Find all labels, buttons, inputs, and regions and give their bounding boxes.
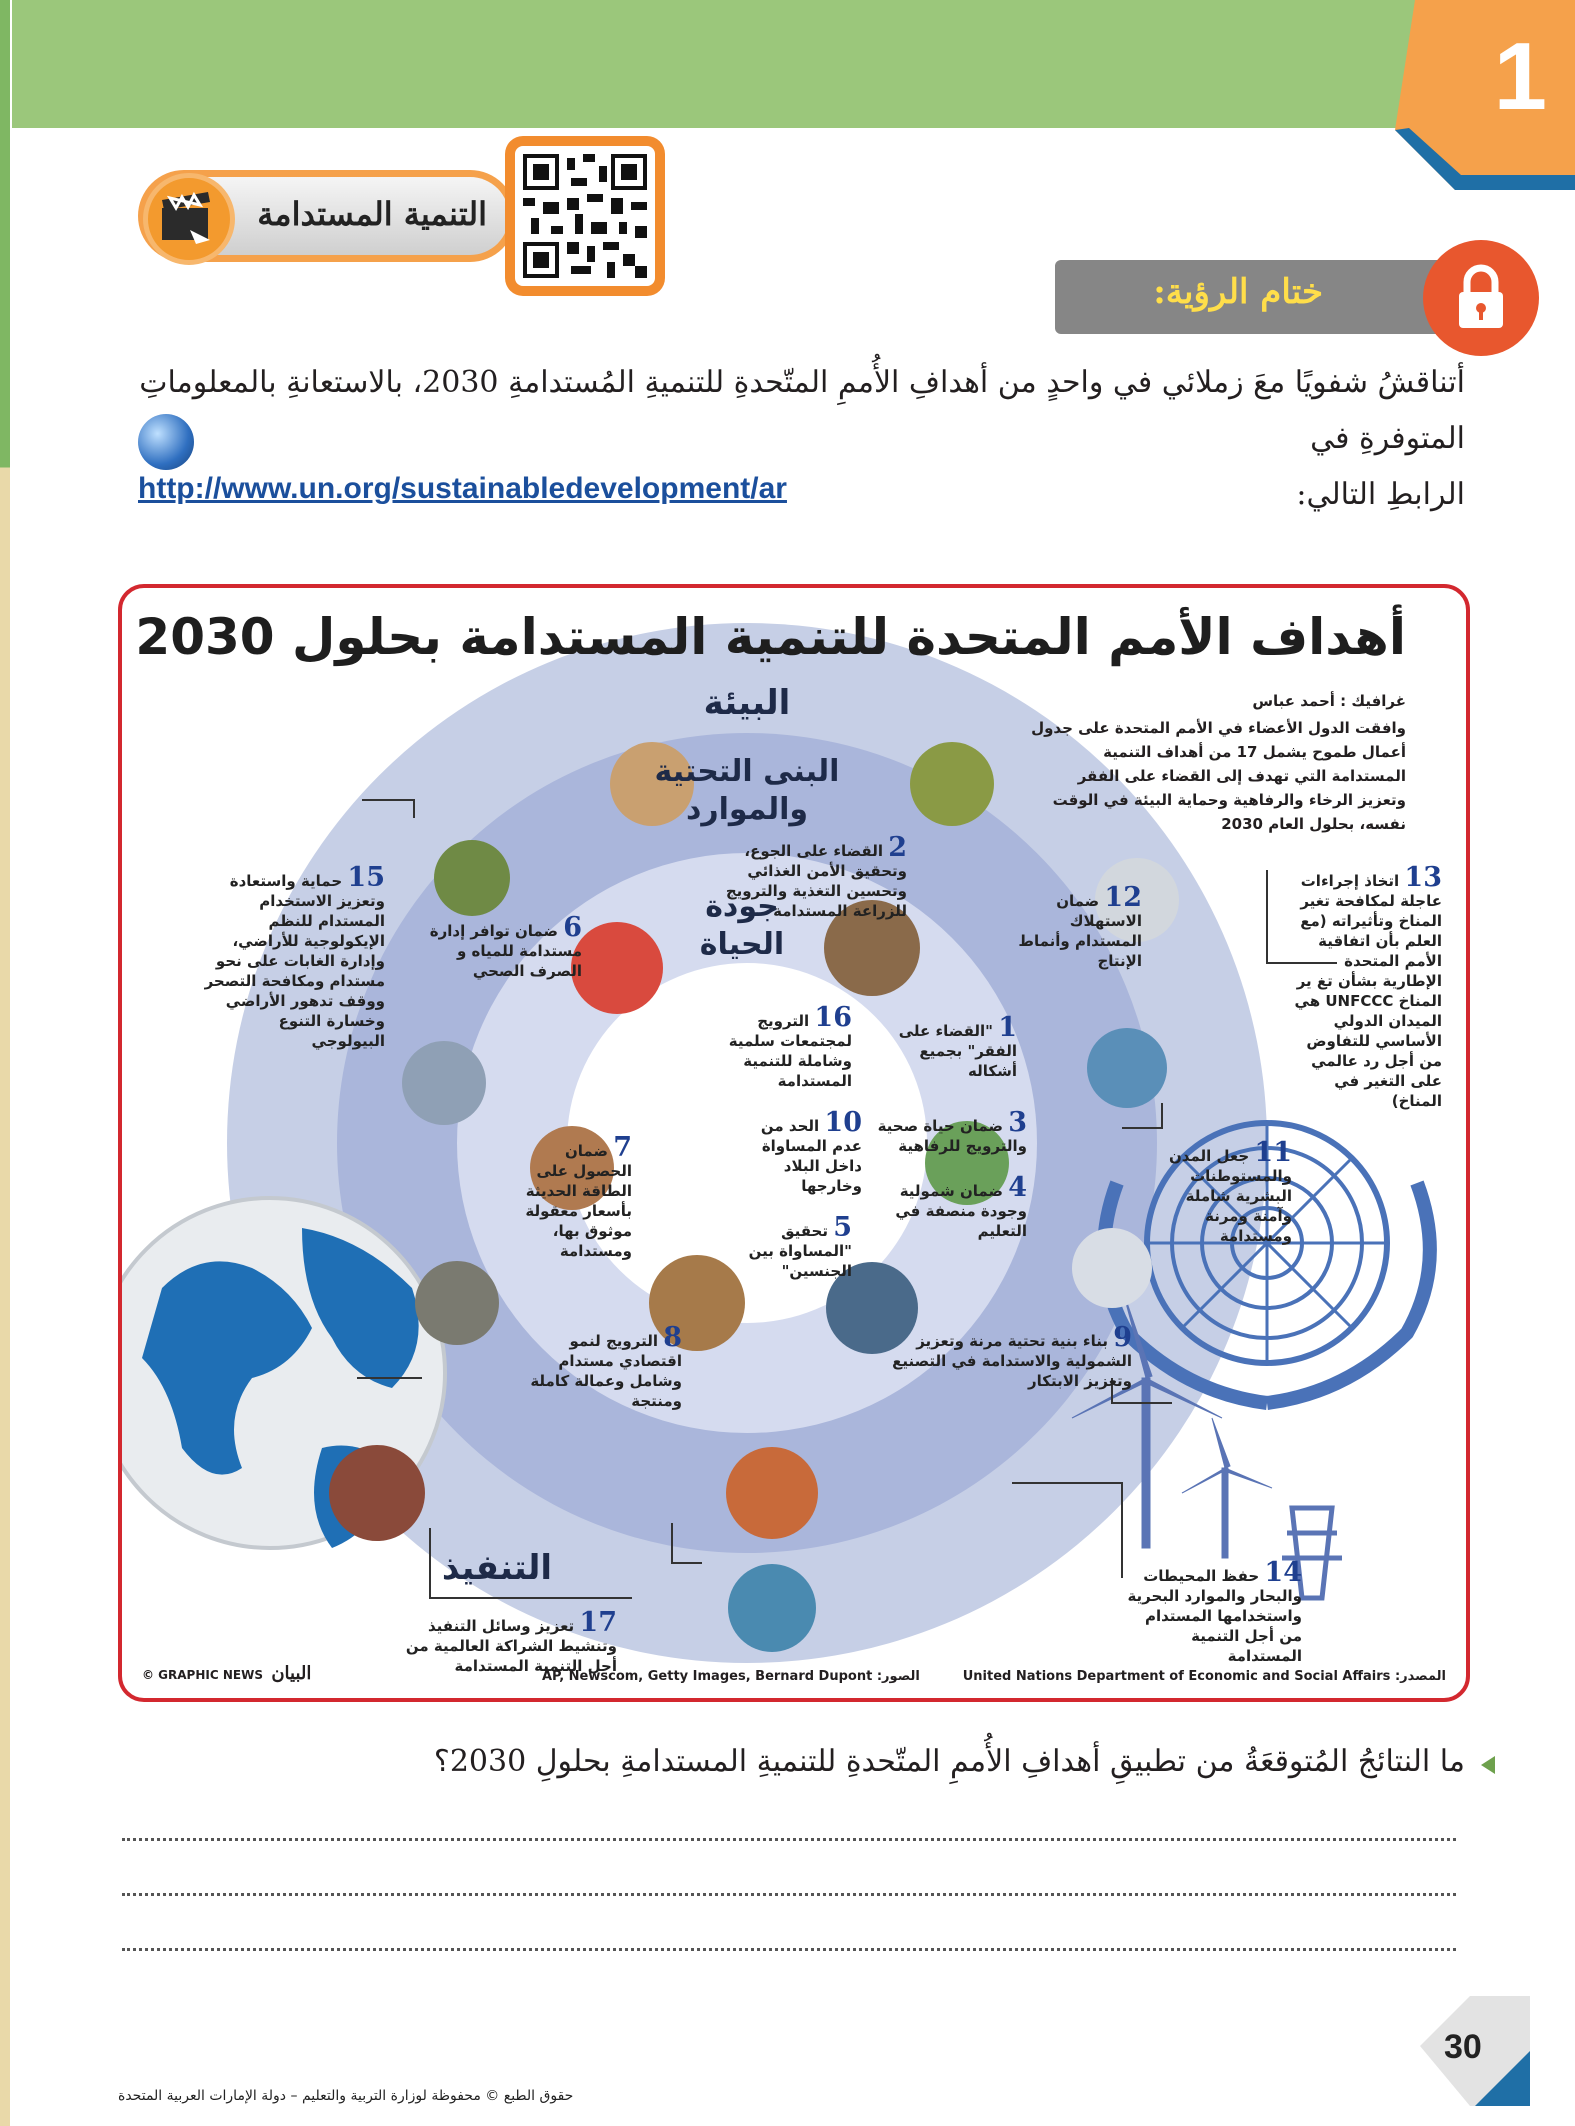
answer-line-1[interactable] xyxy=(122,1838,1456,1841)
goal-15 xyxy=(200,862,385,1051)
goal-text: تحقيق "المساواة بين الجنسين" xyxy=(748,1222,852,1280)
goal-4 xyxy=(892,1172,1027,1241)
photos-label: الصور: xyxy=(876,1669,920,1684)
goal-text: ضمان حياة صحية والترويج للرفاهية xyxy=(877,1117,1027,1155)
vision-label: ختام الرؤية: xyxy=(1153,272,1323,312)
goal-13 xyxy=(1282,862,1442,1111)
goal-text: حماية واستعادة وتعزيز الاستخدام المستدام للنظم الإيكولوجية للأراضي، وإدارة الغابات على نحو مستدام ومكافحة التصحر ووقف تدهور الأراضي وخسارة التنوع البيولوجي xyxy=(204,872,385,1050)
goal-number: 2 xyxy=(888,832,907,863)
goal-number: 15 xyxy=(347,862,385,893)
activity-text-line1: أتناقشُ شفويًا معَ زملائي في واحدٍ من أهدافِ الأُممِ المتّحدةِ للتنميةِ المُستدامةِ 2030، بالاستعانةِ بالمعلوماتِ المتوفرةِ في xyxy=(139,365,1465,456)
goal-text: ضمان توافر إدارة مستدامة للمياه و الصرف الصحي xyxy=(429,922,582,980)
goal-number: 9 xyxy=(1113,1322,1132,1353)
graphic-credit: غرافيك : أحمد عباس xyxy=(1252,692,1406,710)
goal-11 xyxy=(1162,1137,1292,1246)
goal-text: ضمان شمولية وجودة منصفة في التعليم xyxy=(895,1182,1027,1240)
goal-text: "القضاء على الفقر" بجميع أشكاله xyxy=(898,1022,1017,1080)
goal-2 xyxy=(702,832,907,921)
activity-text-line2: الرابطِ التالي: xyxy=(1296,477,1465,512)
goal-text: اتخاذ إجراءات عاجلة لمكافحة تغير المناخ وتأثيراته (مع العلم بأن اتفاقية الأمم المتحدة الإطارية بشأن تغ ير المناخ UNFCCC هي الميدان الدولي الأساسي للتفاوض من أجل رد عالمي على التغير في المناخ) xyxy=(1294,872,1442,1110)
copyright-notice: حقوق الطبع © محفوظة لوزارة التربية والتعليم – دولة الإمارات العربية المتحدة xyxy=(118,2088,574,2104)
goal-text: ضمان الحصول على الطاقة الحديثة بأسعار معقولة موثوق بها، ومستدامة xyxy=(525,1142,632,1260)
question-bullet-icon xyxy=(1481,1756,1495,1774)
goal-number: 1 xyxy=(998,1012,1017,1043)
goal-text: تعزيز وسائل التنفيذ وتنشيط الشراكة العالمية من أجل التنمية المستدامة xyxy=(405,1617,617,1675)
un-sustainable-development-link[interactable]: http://www.un.org/sustainabledevelopment/ar xyxy=(138,472,787,505)
goal-number: 4 xyxy=(1008,1172,1027,1203)
graphic-news-label: © GRAPHIC NEWS xyxy=(142,1668,263,1682)
goal-number: 12 xyxy=(1104,882,1142,913)
goal-text: الترويج لمجتمعات سلمية وشاملة للتنمية المستدامة xyxy=(728,1012,852,1090)
goal-number: 11 xyxy=(1254,1137,1292,1168)
source-label: المصدر: xyxy=(1394,1669,1446,1684)
goal-10 xyxy=(742,1107,862,1196)
web-globe-icon xyxy=(138,414,194,470)
goal-number: 8 xyxy=(663,1322,682,1353)
goal-text: القضاء على الجوع، وتحقيق الأمن الغذائي وتحسين التغذية والترويج للزراعة المستدامة xyxy=(725,842,907,920)
goal-12 xyxy=(1002,882,1142,971)
goal-text: جعل المدن والمستوطنات البشرية شاملة وآمنة ومرنة ومستدامة xyxy=(1169,1147,1292,1245)
page-number: 30 xyxy=(1444,2028,1482,2066)
source-name: United Nations Department of Economic and Social Affairs xyxy=(962,1669,1391,1684)
goal-number: 7 xyxy=(613,1132,632,1163)
answer-line-3[interactable] xyxy=(122,1948,1456,1951)
qr-code[interactable] xyxy=(505,136,665,296)
goal-number: 6 xyxy=(563,912,582,943)
photo-smiling-boy xyxy=(571,922,663,1014)
goal-14 xyxy=(1122,1557,1302,1666)
ring-label-environment: البيئة xyxy=(703,683,791,723)
source-credit xyxy=(963,1669,1446,1684)
photo-engineer xyxy=(726,1447,818,1539)
goal-17 xyxy=(392,1607,617,1676)
goal-6 xyxy=(412,912,582,981)
goal-1 xyxy=(867,1012,1017,1081)
vision-label-bar xyxy=(1055,260,1443,334)
video-link-badge[interactable] xyxy=(138,170,516,262)
goal-number: 14 xyxy=(1264,1557,1302,1588)
goal-text: ضمان الاستهلاك المستدام وأنماط الإنتاج xyxy=(1018,892,1142,970)
goal-text: الترويج لنمو اقتصادي مستدام وشامل وعمالة كاملة ومنتجة xyxy=(530,1332,682,1410)
photo-wheat-field xyxy=(910,742,994,826)
goal-number: 3 xyxy=(1008,1107,1027,1138)
goal-number: 16 xyxy=(814,1002,852,1033)
graphic-news-credit xyxy=(142,1663,311,1684)
question-text: ما النتائجُ المُتوقعَةُ من تطبيقِ أهدافِ الأُممِ المتّحدةِ للتنميةِ المستدامةِ بحلولِ 2030؟ xyxy=(433,1744,1465,1779)
left-edge-stripe xyxy=(0,0,10,2126)
goal-text: الحد من عدم المساواة داخل البلاد وخارجها xyxy=(760,1117,862,1195)
goal-number: 17 xyxy=(579,1607,617,1638)
unit-corner-tab xyxy=(1395,0,1575,190)
photo-highway xyxy=(415,1261,499,1345)
publisher-logo: البيان xyxy=(271,1663,312,1684)
goal-5 xyxy=(707,1212,852,1281)
goal-number: 10 xyxy=(824,1107,862,1138)
goal-3 xyxy=(862,1107,1027,1156)
ring-label-quality-of-life: جودة الحياة xyxy=(699,889,785,962)
video-title: التنمية المستدامة xyxy=(257,195,487,233)
goal-number: 13 xyxy=(1404,862,1442,893)
unit-number: 1 xyxy=(1493,23,1547,130)
answer-line-2[interactable] xyxy=(122,1893,1456,1896)
photos-sources: AP, Newscom, Getty Images, Bernard Dupont xyxy=(542,1669,873,1684)
sdg-infographic xyxy=(118,584,1470,1702)
photo-shark xyxy=(728,1564,816,1652)
photo-water-bucket xyxy=(1087,1028,1167,1108)
infographic-intro: وافقت الدول الأعضاء في الأمم المتحدة على جدول أعمال طموح يشمل 17 من أهداف التنمية المستدامة التي تهدف إلى القضاء على الفقر وتعزيز الرخاء والرفاهية وحماية البيئة في الوقت نفسه، بحلول العام 2030 xyxy=(1031,719,1406,833)
video-clapper-icon xyxy=(143,173,235,265)
top-banner xyxy=(12,0,1482,128)
infographic-title: أهداف الأمم المتحدة للتنمية المستدامة بحلول 2030 xyxy=(135,608,1406,666)
lock-icon xyxy=(1423,240,1539,356)
goal-16 xyxy=(682,1002,852,1091)
goal-8 xyxy=(517,1322,682,1411)
photos-credit xyxy=(542,1669,920,1684)
photo-rhino xyxy=(434,840,510,916)
goal-text: بناء بنية تحتية مرنة وتعزيز الشمولية والاستدامة في التصنيع وتعزيز الابتكار xyxy=(892,1332,1132,1390)
goal-7 xyxy=(522,1132,632,1261)
goal-text: حفظ المحيطات والبحار والموارد البحرية واستخدامها المستدام من أجل التنمية المستدامة xyxy=(1127,1567,1302,1665)
goal-number: 5 xyxy=(833,1212,852,1243)
photo-city-skyline xyxy=(402,1041,486,1125)
qr-pattern xyxy=(523,154,647,278)
photo-crowd xyxy=(329,1445,425,1541)
ring-label-infrastructure: البنى التحتية والموارد xyxy=(654,754,840,827)
goal-9 xyxy=(882,1322,1132,1391)
photo-wind-turbine xyxy=(1072,1228,1152,1308)
ring-label-implementation: التنفيذ xyxy=(441,1548,553,1588)
